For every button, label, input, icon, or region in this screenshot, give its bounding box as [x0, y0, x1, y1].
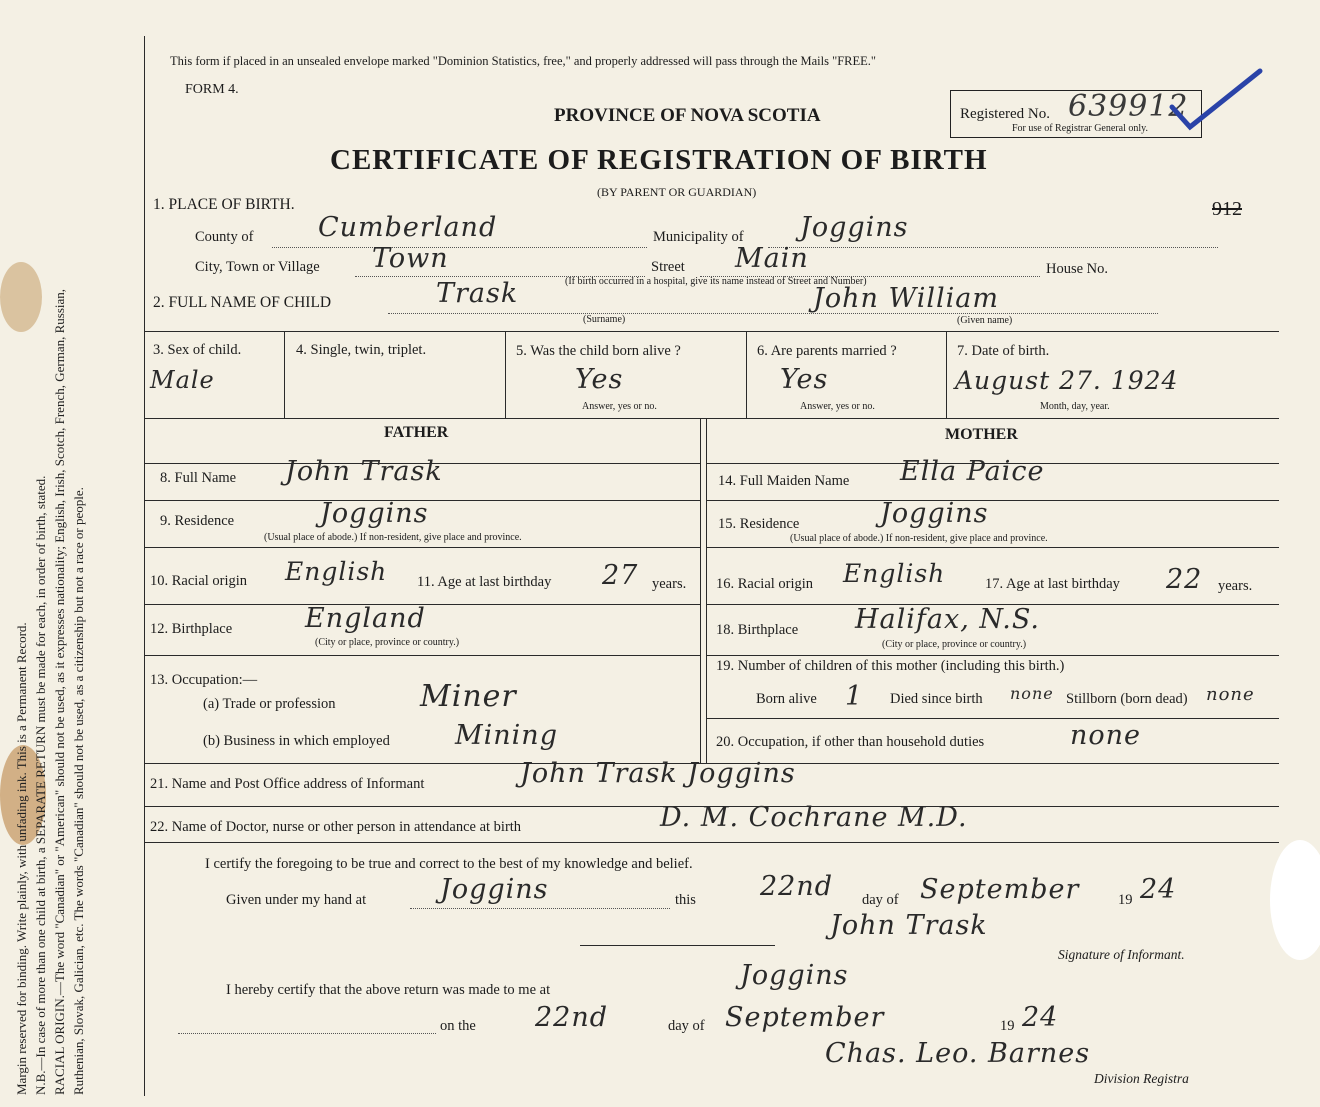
father-age-label: 11. Age at last birthday	[417, 574, 552, 590]
certification-day: 22nd	[760, 871, 834, 902]
certificate-title: CERTIFICATE OF REGISTRATION OF BIRTH	[330, 144, 988, 176]
registrar-note: For use of Registrar General only.	[1012, 123, 1148, 134]
business-label: (b) Business in which employed	[203, 733, 390, 749]
surname-caption: (Surname)	[583, 314, 626, 325]
trade-value: Miner	[420, 679, 517, 714]
stillborn-label: Stillborn (born dead)	[1066, 691, 1188, 707]
registrar-day: 22nd	[535, 1002, 609, 1033]
registrar-place: Joggins	[740, 960, 849, 991]
father-birthplace-value: England	[305, 603, 426, 634]
born-alive-label: 5. Was the child born alive ?	[516, 343, 681, 359]
registrar-certify-text: I hereby certify that the above return was made to me at	[226, 982, 551, 998]
born-alive-count-value: 1	[845, 681, 864, 712]
registrar-day-of-label: day of	[668, 1018, 705, 1034]
registrar-caption: Division Registra	[1094, 1071, 1189, 1086]
mother-years: years.	[1218, 578, 1253, 594]
doctor-value: D. M. Cochrane M.D.	[660, 802, 968, 833]
col-rule-4	[946, 331, 947, 418]
mother-racial-label: 16. Racial origin	[716, 576, 814, 592]
row-rule-e2	[706, 655, 1279, 656]
this-label: this	[675, 892, 696, 908]
father-residence-caption: (Usual place of abode.) If non-resident, give place and province.	[264, 532, 522, 543]
married-label: 6. Are parents married ?	[757, 343, 897, 359]
given-line	[410, 908, 670, 909]
street-label: Street	[651, 259, 685, 275]
margin-note-1: Margin reserved for binding. Write plainly, with unfading ink. This is a Permanent Record.	[14, 622, 29, 1095]
dob-caption: Month, day, year.	[1040, 401, 1110, 412]
municipality-value: Joggins	[800, 212, 909, 243]
row-rule-c2	[706, 547, 1279, 548]
father-residence-value: Joggins	[320, 498, 429, 529]
mother-residence-label: 15. Residence	[718, 516, 800, 532]
registrar-year: 24	[1022, 1002, 1059, 1033]
given-caption: (Given name)	[957, 315, 1013, 326]
mother-age-label: 17. Age at last birthday	[985, 576, 1120, 592]
business-value: Mining	[455, 720, 558, 751]
margin-notes	[12, 35, 140, 1095]
mother-residence-value: Joggins	[880, 498, 989, 529]
died-value: none	[1010, 684, 1054, 703]
row-rule-e	[144, 655, 700, 656]
corner-number: 912	[1212, 198, 1242, 220]
trade-label: (a) Trade or profession	[203, 696, 336, 712]
municipality-line	[768, 247, 1218, 248]
married-caption: Answer, yes or no.	[800, 401, 875, 412]
mother-occupation-label: 20. Occupation, if other than household duties	[716, 734, 985, 750]
dob-label: 7. Date of birth.	[957, 343, 1050, 359]
certificate-subtitle: (BY PARENT OR GUARDIAN)	[597, 185, 757, 199]
municipality-label: Municipality of	[653, 229, 744, 245]
col-rule-1	[284, 331, 285, 418]
occupation-label: 13. Occupation:—	[150, 672, 258, 688]
sex-label: 3. Sex of child.	[153, 342, 242, 358]
child-surname: Trask	[436, 278, 519, 309]
born-alive-caption: Answer, yes or no.	[582, 401, 657, 412]
sex-value: Male	[150, 366, 215, 394]
margin-note-2: N.B.—In case of more than one child at birth, a SEPARATE RETURN must be made for each, in order of birth, stated.	[33, 475, 48, 1095]
row-rule-f	[706, 718, 1279, 719]
registrar-signature: Chas. Leo. Barnes	[825, 1038, 1091, 1069]
signature-caption: Signature of Informant.	[1058, 947, 1185, 962]
form-number: FORM 4.	[185, 82, 239, 97]
margin-note-4: Ruthenian, Slovak, Galician, etc. The words "Canadian" should not be used, as a citizenship but not a race or people.	[71, 487, 86, 1095]
edge-stain	[1270, 840, 1320, 960]
hospital-note: (If birth occurred in a hospital, give its name instead of Street and Number)	[565, 276, 867, 287]
place-of-birth-label: 1. PLACE OF BIRTH.	[153, 196, 295, 213]
certification-year: 24	[1140, 874, 1177, 905]
county-value: Cumberland	[318, 212, 498, 243]
mother-racial-value: English	[843, 559, 946, 588]
father-racial-label: 10. Racial origin	[150, 573, 248, 589]
house-label: House No.	[1046, 261, 1109, 277]
died-label: Died since birth	[890, 691, 983, 707]
mother-name-value: Ella Paice	[900, 456, 1045, 487]
born-alive-value: Yes	[575, 364, 624, 395]
col-rule-3	[746, 331, 747, 418]
registrar-month: September	[725, 1002, 885, 1033]
doctor-label: 22. Name of Doctor, nurse or other person in attendance at birth	[150, 819, 522, 835]
father-years: years.	[652, 576, 687, 592]
father-age-value: 27	[602, 560, 639, 591]
given-label: Given under my hand at	[226, 892, 367, 908]
mother-heading: MOTHER	[945, 426, 1018, 443]
county-line	[272, 247, 647, 248]
parents-divider	[700, 418, 701, 763]
father-name-label: 8. Full Name	[160, 470, 237, 486]
certification-day-of-label: day of	[862, 892, 899, 908]
on-the-line	[178, 1033, 436, 1034]
mother-name-label: 14. Full Maiden Name	[718, 473, 850, 489]
given-place: Joggins	[440, 874, 549, 905]
parents-divider-2	[706, 418, 707, 763]
mother-birthplace-label: 18. Birthplace	[716, 622, 799, 638]
born-alive-count-label: Born alive	[756, 691, 817, 707]
mother-occupation-value: none	[1070, 720, 1142, 751]
mother-birthplace-value: Halifax, N.S.	[855, 604, 1040, 635]
registered-number: 639912	[1068, 89, 1189, 124]
father-heading: FATHER	[384, 424, 449, 441]
children-count-label: 19. Number of children of this mother (including this birth.)	[716, 658, 1065, 674]
father-racial-value: English	[285, 557, 388, 586]
certify-text: I certify the foregoing to be true and correct to the best of my knowledge and belief.	[205, 856, 693, 872]
father-birthplace-label: 12. Birthplace	[150, 621, 233, 637]
informant-signature: John Trask	[830, 910, 988, 941]
free-mail-notice: This form if placed in an unsealed envelope marked "Dominion Statistics, free," and properly addressed will pass through the Mails "FREE."	[170, 54, 877, 68]
informant-value: John Trask Joggins	[520, 758, 796, 789]
col-rule-2	[505, 331, 506, 418]
certification-year-prefix: 19	[1118, 892, 1133, 908]
rule-1	[144, 331, 1279, 332]
stillborn-value: none	[1206, 684, 1255, 705]
father-name-value: John Trask	[285, 456, 443, 487]
margin-note-3: RACIAL ORIGIN.—The word "Canadian" or "American" should not be used, as it expresses nationality; English, Irish, Scotch, French, German, Russian,	[52, 288, 67, 1095]
child-name-line	[388, 313, 1158, 314]
mother-age-value: 22	[1166, 564, 1203, 595]
row-rule-c	[144, 547, 700, 548]
county-label: County of	[195, 229, 254, 245]
registrar-year-prefix: 19	[1000, 1018, 1015, 1034]
rule-2	[144, 418, 1279, 419]
city-value: Town	[372, 243, 449, 274]
check-mark-icon	[1168, 65, 1268, 135]
child-name-label: 2. FULL NAME OF CHILD	[153, 294, 332, 311]
street-value: Main	[735, 243, 809, 274]
mother-birthplace-caption: (City or place, province or country.)	[882, 639, 1027, 650]
registered-label: Registered No.	[960, 106, 1050, 122]
father-birthplace-caption: (City or place, province or country.)	[315, 637, 460, 648]
row-rule-b2	[706, 500, 1279, 501]
dob-value: August 27. 1924	[955, 366, 1179, 395]
father-residence-label: 9. Residence	[160, 513, 235, 529]
margin-rule	[144, 36, 145, 1096]
plurality-label: 4. Single, twin, triplet.	[296, 342, 427, 358]
row-rule-i	[144, 842, 1279, 843]
informant-label: 21. Name and Post Office address of Informant	[150, 776, 425, 792]
on-the-label: on the	[440, 1018, 476, 1034]
city-label: City, Town or Village	[195, 259, 320, 275]
certification-month: September	[920, 874, 1080, 905]
child-given-name: John William	[813, 283, 999, 314]
mother-residence-caption: (Usual place of abode.) If non-resident, give place and province.	[790, 533, 1048, 544]
province-heading: PROVINCE OF NOVA SCOTIA	[554, 105, 821, 126]
cert-divider	[580, 945, 775, 946]
married-value: Yes	[780, 364, 829, 395]
